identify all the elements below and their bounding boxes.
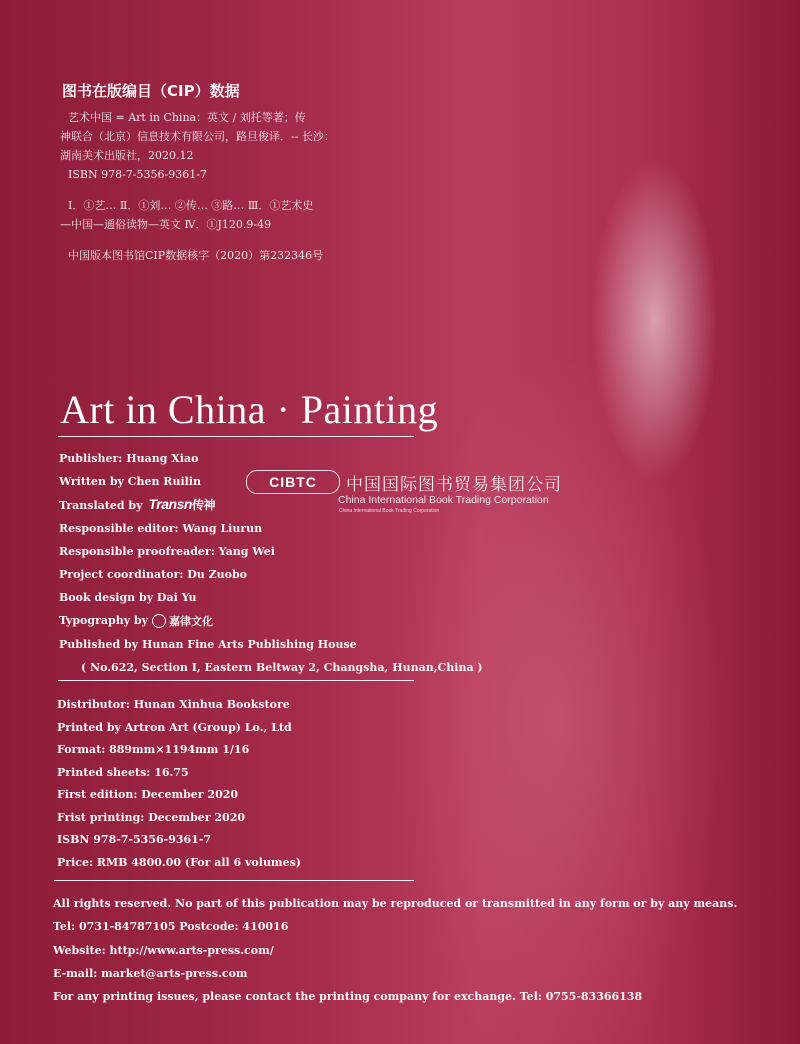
distributor-line: Distributor: Hunan Xinhua Bookstore xyxy=(57,698,290,711)
typography-line xyxy=(59,609,483,633)
transn-logo-text: Transn xyxy=(148,496,192,512)
distribution-block xyxy=(57,694,301,874)
cibtc-badge: CIBTC xyxy=(246,470,340,494)
cip-heading: 图书在版编目（CIP）数据 xyxy=(62,82,240,100)
proofreader-line: Responsible proofreader: Yang Wei xyxy=(59,545,275,558)
cip-line: 神联合（北京）信息技术有限公司，路旦俊译．-- 长沙： xyxy=(60,130,335,143)
published-by-line: Published by Hunan Fine Arts Publishing House xyxy=(59,637,357,651)
cip-line: ISBN 978-7-5356-9361-7 xyxy=(68,168,207,181)
book-title: Art in China · Painting xyxy=(60,387,439,432)
transn-logo-cn: 传神 xyxy=(191,498,215,512)
printing-issues-line: For any printing issues, please contact the printing company for exchange. Tel: 0755-83366138 xyxy=(53,990,643,1004)
jialv-logo xyxy=(152,610,213,633)
rights-line: All rights reserved. No part of this publication may be reproduced or transmitted in any form or by any means. xyxy=(53,897,738,910)
editor-line: Responsible editor: Wang Liurun xyxy=(59,522,263,535)
address-line: ( No.622, Section I, Eastern Beltway 2, Changsha, Hunan,China ) xyxy=(81,660,483,674)
section-divider xyxy=(58,680,414,681)
footer-divider xyxy=(54,880,414,881)
publisher-line: Publisher: Huang Xiao xyxy=(59,452,199,465)
typography-by-label: Typography by xyxy=(59,614,149,627)
transn-logo xyxy=(149,493,215,517)
cibtc-small-text: China International Book Trading Corporation xyxy=(339,508,440,514)
format-line: Format: 889mm×1194mm 1/16 xyxy=(57,743,250,756)
first-edition-line: First edition: December 2020 xyxy=(57,788,239,801)
cip-record-number: 中国版本图书馆CIP数据核字（2020）第232346号 xyxy=(68,249,324,262)
isbn-line: ISBN 978-7-5356-9361-7 xyxy=(57,833,212,846)
printed-sheets-line: Printed sheets: 16.75 xyxy=(57,765,189,779)
title-divider xyxy=(58,436,414,437)
author-line: Written by Chen Ruilin xyxy=(59,475,201,488)
book-design-line: Book design by Dai Yu xyxy=(59,591,197,604)
footer-block xyxy=(53,892,737,1008)
tel-line: Tel: 0731-84787105 Postcode: 410016 xyxy=(53,920,289,934)
translated-by-label: Translated by xyxy=(59,499,143,512)
cip-classification-line: Ⅰ．①艺… Ⅱ．①刘… ②传… ③路… Ⅲ．①艺术史 xyxy=(68,199,314,212)
email-line: E-mail: market@arts-press.com xyxy=(53,966,248,980)
cibtc-name-en: China International Book Trading Corporation xyxy=(338,494,549,506)
jialv-logo-icon xyxy=(152,614,166,628)
jialv-logo-text: 嘉律文化 xyxy=(169,614,214,628)
cip-block xyxy=(60,108,335,265)
cip-classification-line: —中国—通俗读物—英文 Ⅳ．①J120.9-49 xyxy=(60,218,272,231)
cip-line: 湖南美术出版社，2020.12 xyxy=(60,149,194,162)
cibtc-logo xyxy=(246,470,562,522)
website-line: Website: http://www.arts-press.com/ xyxy=(53,943,274,957)
price-line: Price: RMB 4800.00 (For all 6 volumes) xyxy=(57,855,301,869)
cibtc-name-cn: 中国国际图书贸易集团公司 xyxy=(346,475,562,495)
first-printing-line: Frist printing: December 2020 xyxy=(57,810,245,824)
cip-line: 艺术中国 = Art in China：英文 / 刘托等著；传 xyxy=(68,111,306,124)
coordinator-line: Project coordinator: Du Zuobo xyxy=(59,568,248,581)
printer-line: Printed by Artron Art (Group) Lo., Ltd xyxy=(57,720,292,734)
